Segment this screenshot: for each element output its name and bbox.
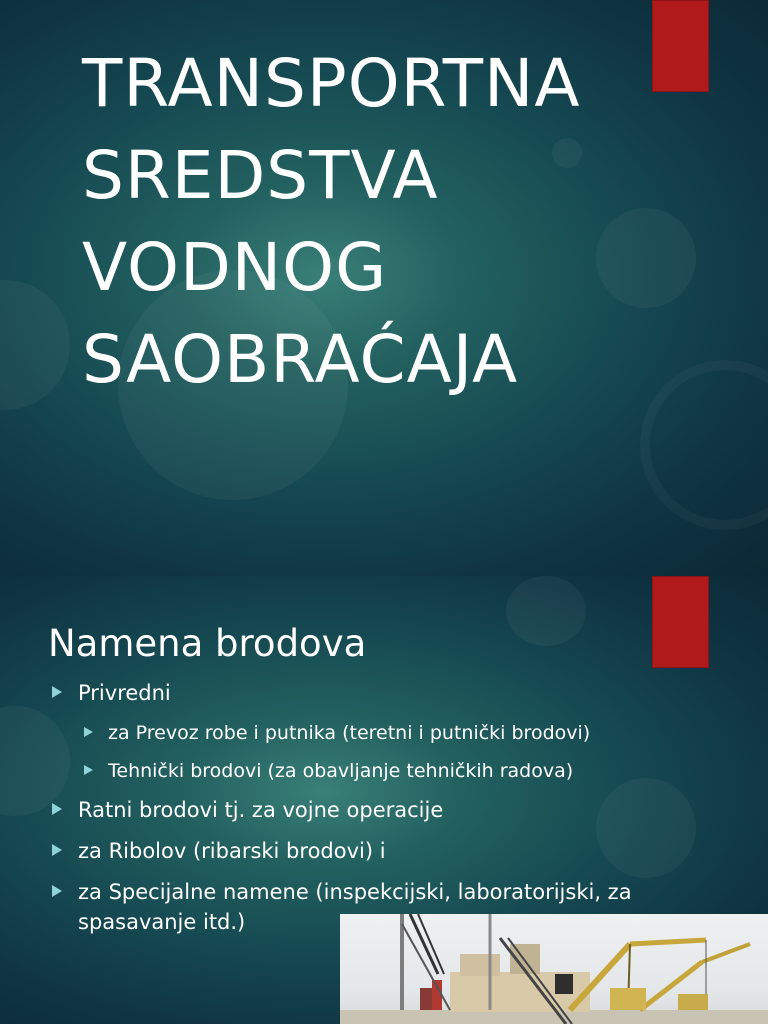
bullet-item <box>48 678 748 708</box>
bullet-arrow-icon <box>52 803 62 815</box>
bullet-item <box>48 836 748 866</box>
bullet-text: za Prevoz robe i putnika (teretni i putnički brodovi) <box>108 722 591 744</box>
bullet-text: Tehnički brodovi (za obavljanje tehničkih radova) <box>108 760 574 782</box>
content-slide <box>0 576 768 1024</box>
bullet-text: za Ribolov (ribarski brodovi) i <box>78 839 386 863</box>
bullet-item <box>48 795 748 825</box>
bullet-arrow-icon <box>52 844 62 856</box>
bullet-arrow-icon <box>52 885 62 897</box>
title-line: SREDSTVA <box>82 137 439 214</box>
decorative-ring <box>640 360 768 530</box>
accent-bar <box>652 0 709 92</box>
accent-bar <box>652 576 709 668</box>
ship-photo <box>340 914 768 1024</box>
slide-title <box>82 38 642 406</box>
bullet-text: Ratni brodovi tj. za vojne operacije <box>78 798 444 822</box>
bullet-list <box>48 678 748 948</box>
section-title: Namena brodova <box>48 622 367 665</box>
bullet-arrow-icon <box>84 765 93 775</box>
bullet-arrow-icon <box>84 727 93 737</box>
decorative-bubble <box>506 576 586 646</box>
title-line: TRANSPORTNA <box>82 45 581 122</box>
title-line: VODNOG <box>82 229 388 306</box>
sub-bullet-item <box>48 719 748 747</box>
bullet-text: za Specijalne namene (inspekcijski, laboratorijski, za spasavanje itd.) <box>78 880 632 934</box>
bullet-arrow-icon <box>52 686 62 698</box>
ship-cranes-image <box>340 914 768 1024</box>
sub-bullet-item <box>48 757 748 785</box>
decorative-bubble <box>0 280 70 410</box>
title-line: SAOBRAĆAJA <box>82 321 519 398</box>
bullet-text: Privredni <box>78 681 171 705</box>
